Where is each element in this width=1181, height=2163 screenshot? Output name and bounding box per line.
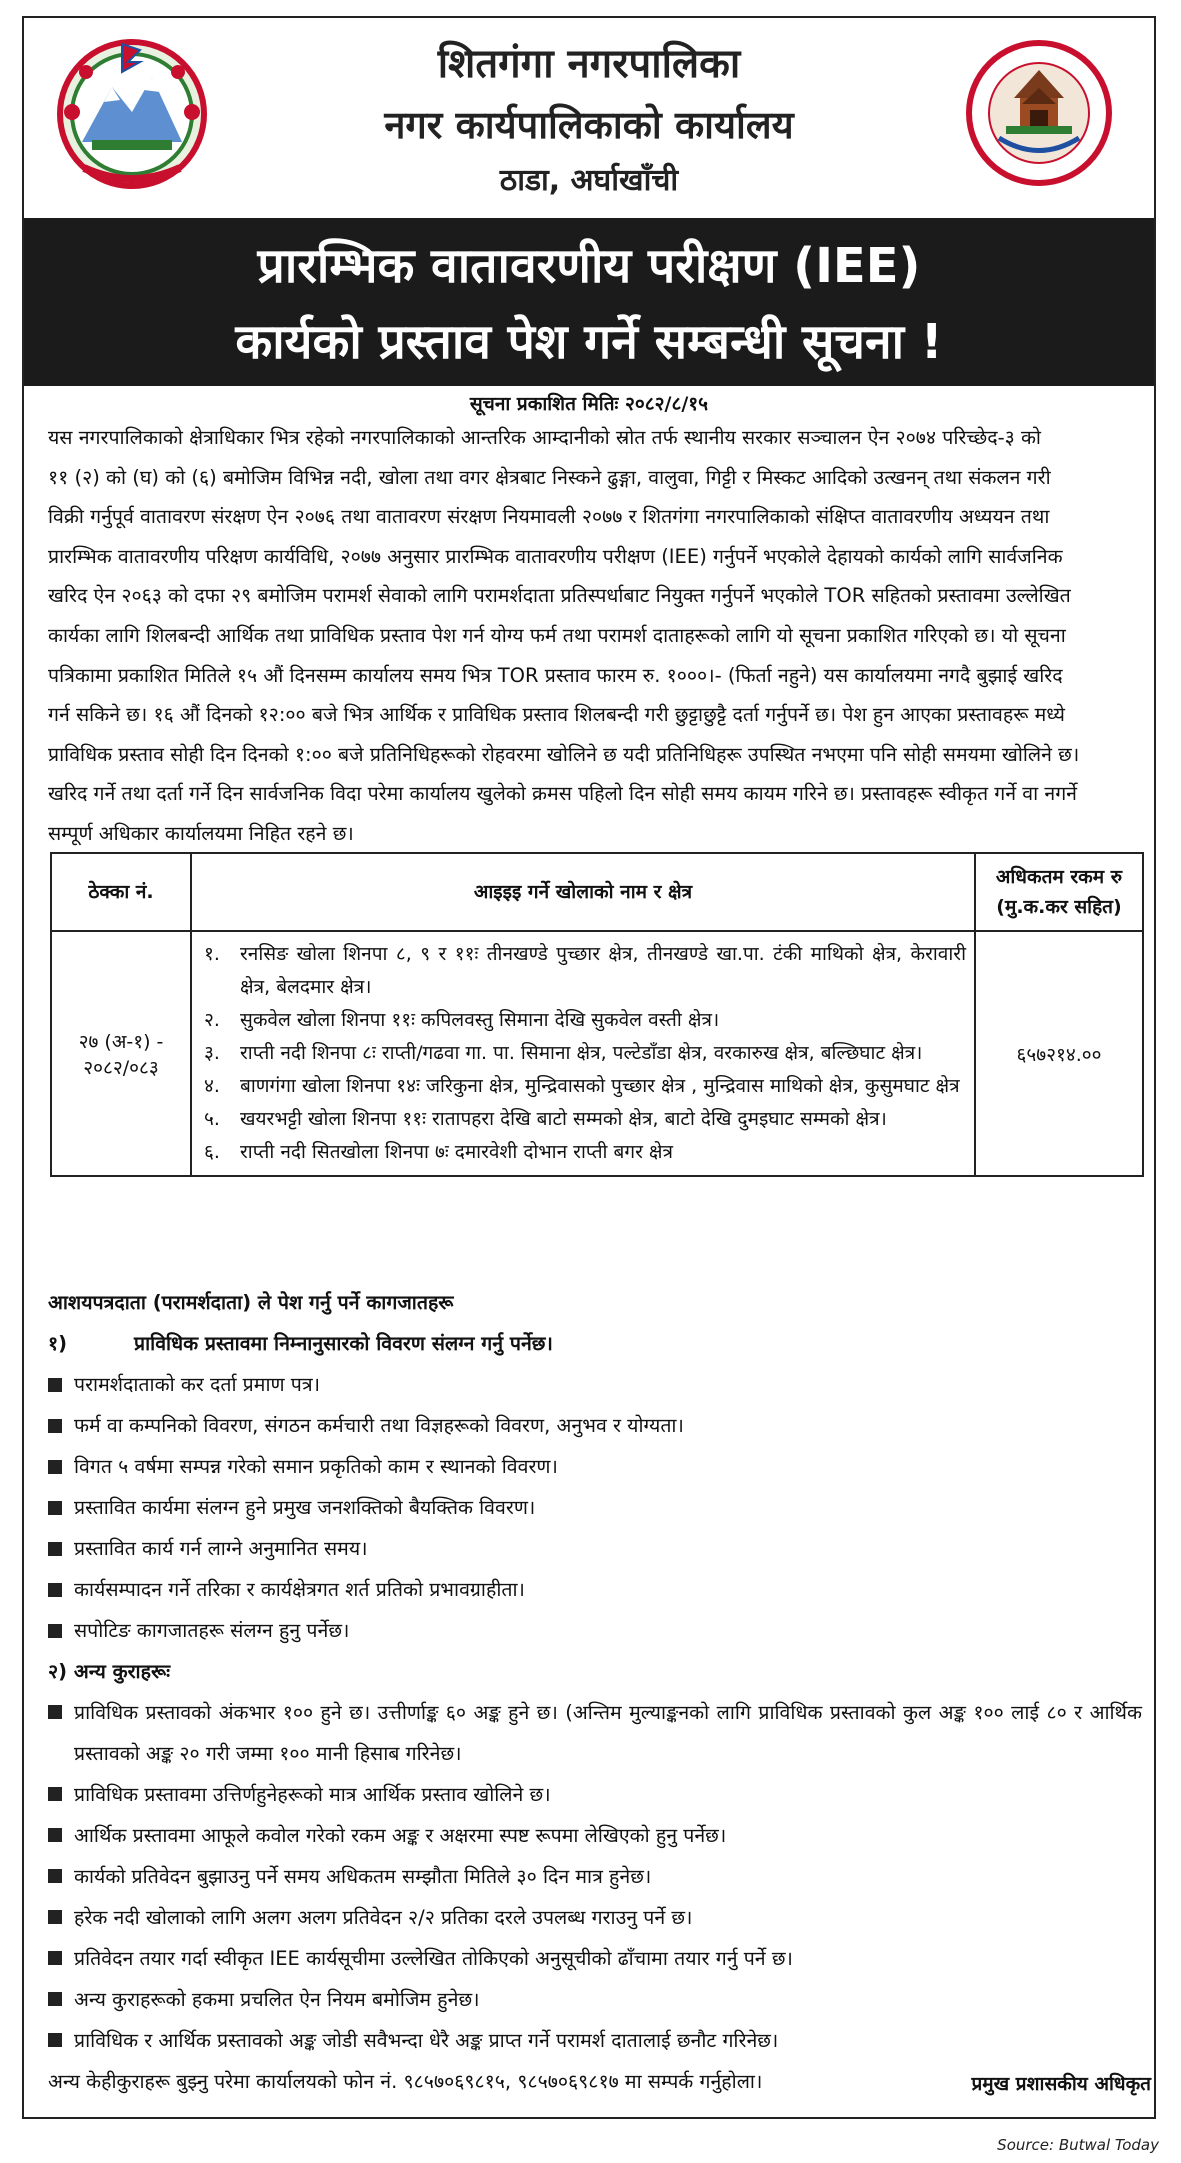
signature-title: प्रमुख प्रशासकीय अधिकृत bbox=[971, 2073, 1151, 2095]
header-max-amount bbox=[975, 853, 1143, 931]
list-item bbox=[48, 2020, 1142, 2061]
contract-table bbox=[50, 852, 1144, 1177]
list-item bbox=[48, 1897, 1142, 1938]
list-item bbox=[48, 1405, 1142, 1446]
list-item-text: प्राविधिक प्रस्तावमा उत्तिर्णहुनेहरूको मात्र आर्थिक प्रस्ताव खोलिने छ। bbox=[74, 1783, 551, 1806]
header-max-amount-line2: (मु.क.कर सहित) bbox=[996, 896, 1122, 918]
notice-title-banner bbox=[24, 218, 1154, 386]
source-credit: Source: Butwal Today bbox=[997, 2136, 1159, 2154]
list-item bbox=[204, 1103, 966, 1136]
list-item-text: अन्य कुराहरूको हकमा प्रचलित ऐन नियम बमोजिम हुनेछ। bbox=[74, 1988, 480, 2011]
list-item bbox=[48, 1569, 1142, 1610]
table-header-row bbox=[51, 853, 1143, 931]
paragraph-line: प्राविधिक प्रस्ताव सोही दिन दिनको १:०० बजे प्रतिनिधिहरूको रोहवरमा खोलिने छ यदी प्रतिनिधिहरू उपस्थित नभएमा पनि सोही समयमा खोलिने छ। bbox=[48, 742, 1080, 766]
amount-cell: ६५७२१४.०० bbox=[975, 931, 1143, 1176]
documents-heading: आशयपत्रदाता (परामर्शदाता) ले पेश गर्नु पर्ने कागजातहरू bbox=[48, 1291, 454, 1314]
list-item-number: ६. bbox=[204, 1141, 220, 1163]
square-bullet-icon bbox=[48, 1501, 62, 1515]
org-name: शितगंगा नगरपालिका bbox=[437, 41, 741, 87]
paragraph-line: खरिद ऐन २०६३ को दफा २९ बमोजिम परामर्श सेवाको लागि परामर्शदाता प्रतिस्पर्धाबाट नियुक्त गर्नुपर्ने भएकोले TOR सहितको प्रस्तावमा उल्लेखित bbox=[48, 584, 1071, 608]
list-item bbox=[48, 1692, 1142, 1774]
list-item-text: कार्यको प्रतिवेदन बुझाउनु पर्ने समय अधिकतम सम्झौता मितिले ३० दिन मात्र हुनेछ। bbox=[74, 1865, 652, 1888]
square-bullet-icon bbox=[48, 1828, 62, 1842]
square-bullet-icon bbox=[48, 2033, 62, 2047]
list-item-number: ४. bbox=[204, 1075, 220, 1097]
square-bullet-icon bbox=[48, 1460, 62, 1474]
square-bullet-icon bbox=[48, 1542, 62, 1556]
contract-number: २७ (अ-१) - bbox=[78, 1030, 164, 1053]
contact-line: अन्य केहीकुराहरू बुझ्नु परेमा कार्यालयको फोन नं. ९८५७०६९८१५, ९८५७०६९८१७ मा सम्पर्क गर्नुहोला। bbox=[48, 2070, 763, 2093]
list-item-text: प्रतिवेदन तयार गर्दा स्वीकृत IEE कार्यसूचीमा उल्लेखित तोकिएको अनुसूचीको ढाँचामा तयार गर्नु पर्ने छ। bbox=[74, 1947, 793, 1970]
list-item-text: आर्थिक प्रस्तावमा आफूले कवोल गरेको रकम अङ्क र अक्षरमा स्पष्ट रूपमा लेखिएको हुनु पर्नेछ। bbox=[74, 1824, 727, 1847]
notice-title-line2: कार्यको प्रस्ताव पेश गर्ने सम्बन्धी सूचना ! bbox=[235, 314, 943, 370]
list-item-text: रनसिङ खोला शिनपा ८, ९ र ११ः तीनखण्डे पुच्छार क्षेत्र, तीनखण्डे खा.पा. टंकी माथिको क्षेत्र, केरावारी क्षेत्र, बेलदमार क्षेत्र। bbox=[240, 943, 966, 998]
paragraph-line: प्रारम्भिक वातावरणीय परिक्षण कार्यविधि, २०७७ अनुसार प्रारम्भिक वातावरणीय परीक्षण (IEE) गर्नुपर्ने भएकोले देहायको कार्यको लागि सार्वजनिक bbox=[48, 544, 1063, 568]
header-max-amount-line1: अधिकतम रकम रु bbox=[995, 866, 1123, 888]
list-item bbox=[204, 1136, 966, 1169]
office-name: नगर कार्यपालिकाको कार्यालय bbox=[384, 103, 794, 147]
river-area-list bbox=[191, 931, 975, 1176]
office-address: ठाडा, अर्घाखाँची bbox=[499, 163, 679, 198]
contract-number-cell bbox=[51, 931, 191, 1176]
list-item bbox=[48, 1774, 1142, 1815]
list-item-text: परामर्शदाताको कर दर्ता प्रमाण पत्र। bbox=[74, 1373, 321, 1396]
section1-number: १) bbox=[48, 1332, 68, 1355]
list-item-text: सपोटिङ कागजातहरू संलग्न हुनु पर्नेछ। bbox=[74, 1619, 350, 1642]
list-item bbox=[204, 1070, 966, 1103]
list-item bbox=[48, 1487, 1142, 1528]
list-item-text: प्राविधिक प्रस्तावको अंकभार १०० हुने छ। उत्तीर्णाङ्क ६० अङ्क हुने छ। (अन्तिम मुल्याङ्कनको लागि प्राविधिक प्रस्तावको कुल अङ्क १०० लाई ८० र आर्थिक प्रस्तावको अङ्क २० गरी जम्मा १०० मानी हिसाब गरिनेछ। bbox=[74, 1701, 1142, 1765]
list-item bbox=[204, 1004, 966, 1037]
list-item bbox=[48, 1979, 1142, 2020]
square-bullet-icon bbox=[48, 1787, 62, 1801]
publish-date: सूचना प्रकाशित मितिः २०८२/८/१५ bbox=[469, 393, 709, 415]
table-row bbox=[51, 931, 1143, 1176]
section2-heading: २) अन्य कुराहरूः bbox=[48, 1660, 171, 1683]
list-item-number: १. bbox=[204, 943, 220, 965]
list-item-text: प्रस्तावित कार्यमा संलग्न हुने प्रमुख जनशक्तिको बैयक्तिक विवरण। bbox=[74, 1496, 536, 1519]
list-item-number: ५. bbox=[204, 1108, 220, 1130]
list-item-number: २. bbox=[204, 1009, 220, 1031]
square-bullet-icon bbox=[48, 1419, 62, 1433]
list-item bbox=[48, 1815, 1142, 1856]
list-item-text: हरेक नदी खोलाको लागि अलग अलग प्रतिवेदन २/२ प्रतिका दरले उपलब्ध गराउनु पर्ने छ। bbox=[74, 1906, 693, 1929]
contract-fiscal-year: २०८२/०८३ bbox=[83, 1056, 159, 1079]
list-item bbox=[48, 1528, 1142, 1569]
paragraph-line: विक्री गर्नुपूर्व वातावरण संरक्षण ऐन २०७६ तथा वातावरण संरक्षण नियमावली २०७७ र शितगंगा नगरपालिकाको संक्षिप्त वातावरणीय अध्ययन तथा bbox=[48, 505, 1050, 529]
list-item-text: फर्म वा कम्पनिको विवरण, संगठन कर्मचारी तथा विज्ञहरूको विवरण, अनुभव र योग्यता। bbox=[74, 1414, 684, 1437]
list-item bbox=[48, 1446, 1142, 1487]
notice-frame bbox=[22, 16, 1156, 2119]
list-item-text: विगत ५ वर्षमा सम्पन्न गरेको समान प्रकृतिको काम र स्थानको विवरण। bbox=[74, 1455, 558, 1478]
list-item bbox=[204, 1037, 966, 1070]
list-item-text: बाणगंगा खोला शिनपा १४ः जरिकुना क्षेत्र, मुन्द्रिवासको पुच्छार क्षेत्र , मुन्द्रिवास माथिको क्षेत्र, कुसुमघाट क्षेत्र bbox=[240, 1075, 960, 1097]
list-item-text: कार्यसम्पादन गर्ने तरिका र कार्यक्षेत्रगत शर्त प्रतिको प्रभावग्राहीता। bbox=[74, 1578, 525, 1601]
list-item-text: राप्ती नदी सितखोला शिनपा ७ः दमारवेशी दोभान राप्ती बगर क्षेत्र bbox=[240, 1141, 673, 1163]
header-river-area: आइइइ गर्ने खोलाको नाम र क्षेत्र bbox=[191, 853, 975, 931]
paragraph-line: कार्यका लागि शिलबन्दी आर्थिक तथा प्राविधिक प्रस्ताव पेश गर्न योग्य फर्म तथा परामर्श दाताहरूको लागि यो सूचना प्रकाशित गरिएको छ। यो सूचना bbox=[48, 623, 1066, 647]
header-contract-no: ठेक्का नं. bbox=[51, 853, 191, 931]
paragraph-line: पत्रिकामा प्रकाशित मितिले १५ औं दिनसम्म कार्यालय समय भित्र TOR प्रस्ताव फारम रु. १०००।- (फिर्ता नहुने) यस कार्यालयमा नगदै बुझाई खरिद bbox=[48, 663, 1063, 687]
paragraph-line: गर्न सकिने छ। १६ औं दिनको १२:०० बजे भित्र आर्थिक र प्राविधिक प्रस्ताव शिलबन्दी गरी छुट्टाछुट्टै दर्ता गर्नुपर्ने छ। पेश हुन आएका प्रस्तावहरू मध्ये bbox=[48, 703, 1065, 727]
list-item-text: सुकवेल खोला शिनपा ११ः कपिलवस्तु सिमाना देखि सुकवेल वस्ती क्षेत्र। bbox=[240, 1009, 720, 1031]
list-item bbox=[204, 938, 966, 1004]
square-bullet-icon bbox=[48, 1992, 62, 2006]
section1-title: प्राविधिक प्रस्तावमा निम्नानुसारको विवरण संलग्न गर्नु पर्नेछ। bbox=[134, 1332, 553, 1355]
square-bullet-icon bbox=[48, 1705, 62, 1719]
paragraph-line: ११ (२) को (घ) को (६) बमोजिम विभिन्न नदी, खोला तथा वगर क्षेत्रबाट निस्कने ढुङ्गा, वालुवा, गिट्टी र मिस्कट आदिको उत्खनन् तथा संकलन गरी bbox=[48, 465, 1051, 489]
list-item-text: राप्ती नदी शिनपा ८ः राप्ती/गढवा गा. पा. सिमाना क्षेत्र, पल्टेडाँडा क्षेत्र, वरकारुख क्षेत्र, बल्छिघाट क्षेत्र। bbox=[240, 1042, 923, 1064]
paragraph-line: सम्पूर्ण अधिकार कार्यालयमा निहित रहने छ। bbox=[48, 821, 354, 845]
list-item bbox=[48, 1364, 1142, 1405]
list-item-text: प्रस्तावित कार्य गर्न लाग्ने अनुमानित समय। bbox=[74, 1537, 368, 1560]
notice-header bbox=[24, 18, 1154, 218]
municipality-logo-icon bbox=[964, 38, 1114, 188]
square-bullet-icon bbox=[48, 1583, 62, 1597]
list-item-text: प्राविधिक र आर्थिक प्रस्तावको अङ्क जोडी सवैभन्दा धेरै अङ्क प्राप्त गर्ने परामर्श दातालाई छनौट गरिनेछ। bbox=[74, 2029, 779, 2052]
paragraph-line: यस नगरपालिकाको क्षेत्राधिकार भित्र रहेको नगरपालिकाको आन्तरिक आम्दानीको स्रोत तर्फ स्थानीय सरकार सञ्चालन ऐन २०७४ परिच्छेद-३ को bbox=[48, 426, 1041, 449]
list-item-number: ३. bbox=[204, 1042, 220, 1064]
list-item bbox=[48, 1610, 1142, 1651]
square-bullet-icon bbox=[48, 1910, 62, 1924]
list-item-text: खयरभट्टी खोला शिनपा ११ः रातापहरा देखि बाटो सम्मको क्षेत्र, बाटो देखि दुमइघाट सम्मको क्षेत्र। bbox=[240, 1108, 887, 1130]
notice-paragraph bbox=[48, 418, 1140, 854]
square-bullet-icon bbox=[48, 1378, 62, 1392]
paragraph-line: खरिद गर्ने तथा दर्ता गर्ने दिन सार्वजनिक विदा परेमा कार्यालय खुलेको क्रमस पहिलो दिन सोही समय कायम गरिने छ। प्रस्तावहरू स्वीकृत गर्ने वा नगर्ने bbox=[48, 782, 1077, 806]
square-bullet-icon bbox=[48, 1624, 62, 1638]
square-bullet-icon bbox=[48, 1869, 62, 1883]
notice-title-line1: प्रारम्भिक वातावरणीय परीक्षण (IEE) bbox=[257, 238, 921, 294]
square-bullet-icon bbox=[48, 1951, 62, 1965]
section1-heading bbox=[48, 1323, 1142, 1364]
list-item bbox=[48, 1856, 1142, 1897]
required-documents bbox=[48, 1282, 1142, 2102]
list-item bbox=[48, 1938, 1142, 1979]
